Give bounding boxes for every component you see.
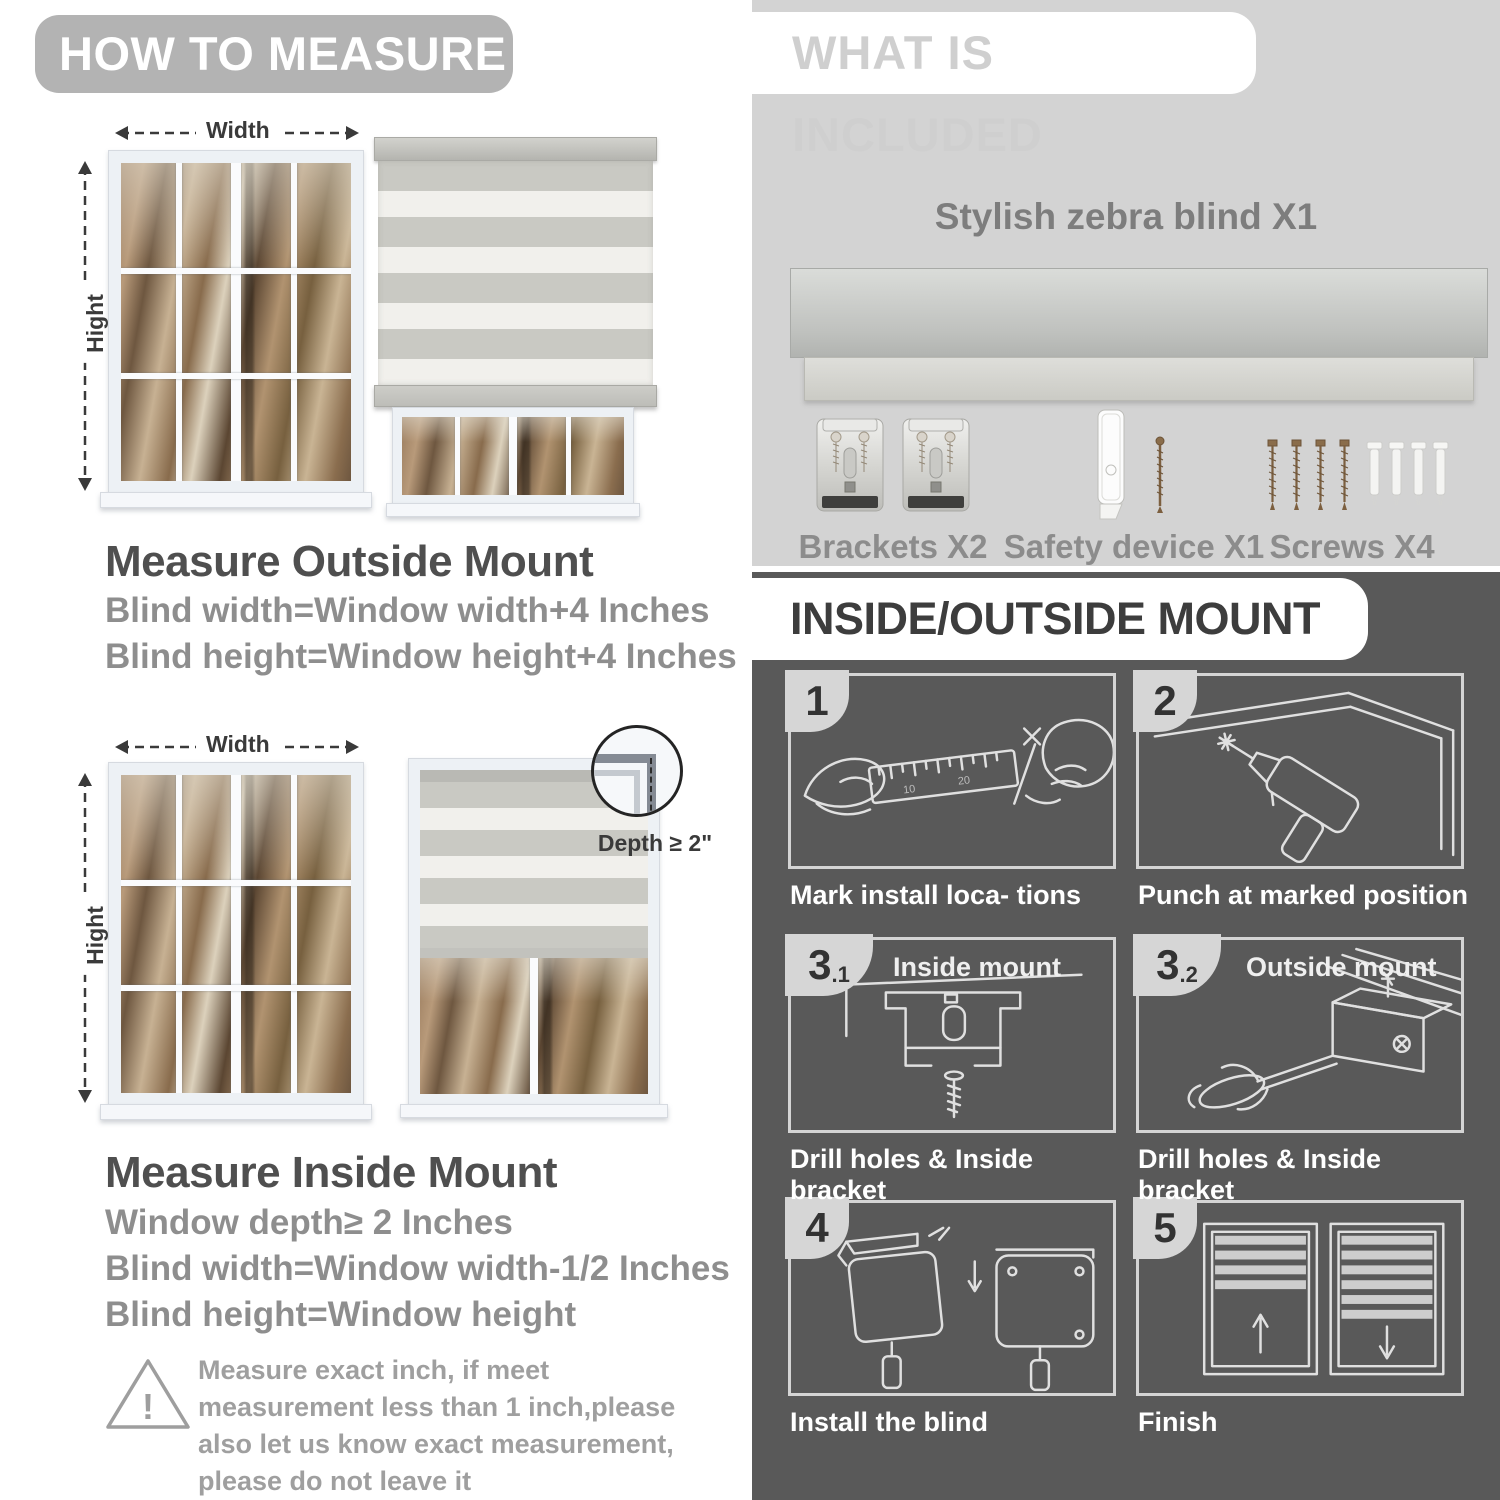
- outside-mount-title: Measure Outside Mount: [105, 537, 594, 586]
- step-caption: Mark install loca- tions: [790, 880, 1082, 910]
- height-label: Hight: [82, 284, 109, 363]
- step-number-badge: 2: [1133, 670, 1197, 732]
- warning-exclamation: !: [142, 1386, 154, 1427]
- inside-mount-window-opening: [420, 770, 648, 1094]
- height-label: Hight: [82, 896, 109, 975]
- window-muntin: [121, 880, 351, 886]
- outside-blind-fabric: [378, 161, 653, 385]
- svg-text:10: 10: [902, 783, 917, 797]
- height-arrow: [72, 770, 108, 1106]
- step-caption: Install the blind: [790, 1407, 989, 1437]
- inside-mount-rule-width: Blind width=Window width-1/2 Inches: [105, 1249, 730, 1288]
- window-mullion: [530, 958, 538, 1094]
- measure-warning-text: Measure exact inch, if meet measurement less than 1 inch,please also let us know exact measurement, please do not leave it: [198, 1355, 676, 1496]
- step-caption: Punch at marked position: [1138, 880, 1469, 910]
- depth-label: Depth ≥ 2": [597, 830, 713, 856]
- safety-device-label: Safety device X1: [1003, 528, 1265, 565]
- outside-blind-cassette: [374, 137, 657, 161]
- width-arrow: [112, 731, 362, 760]
- what-is-included-header: WHAT IS INCLUDED: [752, 12, 1256, 94]
- window-sill: [100, 1104, 372, 1120]
- window-muntin: [566, 417, 571, 495]
- window-front-illustration: [108, 150, 364, 494]
- window-glass: [402, 417, 624, 495]
- step-3-2-title: Outside mount: [1246, 952, 1437, 982]
- how-to-measure-header: HOW TO MEASURE: [35, 15, 513, 93]
- step-number: 3: [1156, 941, 1180, 988]
- step-3-1-title: Inside mount: [893, 952, 1061, 982]
- window-corner-inner: [591, 770, 640, 817]
- width-label: Width: [196, 731, 280, 758]
- height-arrow: [72, 158, 108, 494]
- window-glass-photo: [420, 958, 648, 1094]
- window-muntin: [291, 775, 297, 1093]
- bracket-icon: [900, 416, 972, 518]
- window-glass: [121, 163, 351, 481]
- step-caption: Drill holes & Inside bracket: [1138, 1144, 1382, 1205]
- step-number: 3: [808, 941, 832, 988]
- width-arrow: [112, 117, 362, 146]
- step-subnumber: .1: [831, 962, 850, 987]
- inside-mount-rule-height: Blind height=Window height: [105, 1295, 577, 1334]
- safety-device-icon: [1088, 408, 1136, 522]
- window-muntin: [176, 163, 182, 481]
- outside-mount-rule-width: Blind width=Window width+4 Inches: [105, 591, 710, 630]
- window-sill: [386, 503, 640, 517]
- window-mullion: [231, 775, 241, 1093]
- svg-text:20: 20: [957, 774, 971, 788]
- depth-detail-magnifier: [591, 725, 683, 817]
- window-muntin: [455, 417, 460, 495]
- window-glass: [420, 958, 648, 1094]
- window-front-illustration: [108, 762, 364, 1106]
- step-caption: Drill holes & Inside bracket: [790, 1144, 1034, 1205]
- window-muntin: [121, 268, 351, 274]
- screw-icon: [1152, 436, 1168, 516]
- window-muntin: [176, 775, 182, 1093]
- step-caption: Finish: [1138, 1407, 1218, 1437]
- step-number-badge: 5: [1133, 1197, 1197, 1259]
- window-sill: [100, 492, 372, 508]
- inside-outside-mount-header: INSIDE/OUTSIDE MOUNT: [752, 578, 1368, 660]
- headrail-fabric-illustration: [804, 357, 1474, 401]
- window-mullion: [509, 417, 517, 495]
- width-label: Width: [196, 117, 280, 144]
- outside-mount-rule-height: Blind height=Window height+4 Inches: [105, 637, 737, 676]
- zebra-blind-item-label: Stylish zebra blind X1: [934, 196, 1318, 237]
- bracket-icon: [814, 416, 886, 518]
- inside-mount-rule-depth: Window depth≥ 2 Inches: [105, 1203, 513, 1242]
- window-below-blind: [392, 407, 634, 505]
- screws-and-anchors-icon: [1258, 438, 1454, 518]
- window-muntin: [121, 985, 351, 991]
- window-mullion: [231, 163, 241, 481]
- window-muntin: [291, 163, 297, 481]
- depth-dashed-line: [650, 758, 652, 817]
- step-subnumber: .2: [1179, 962, 1198, 987]
- window-muntin: [121, 373, 351, 379]
- headrail-illustration: [790, 268, 1488, 358]
- inside-mount-title: Measure Inside Mount: [105, 1148, 558, 1197]
- brackets-label: Brackets X2: [798, 528, 988, 565]
- step-number-badge: 4: [785, 1197, 849, 1259]
- step-number-badge: 1: [785, 670, 849, 732]
- screws-label: Screws X4: [1269, 528, 1435, 565]
- outside-blind-bottom-rail: [374, 385, 657, 407]
- window-glass: [121, 775, 351, 1093]
- window-sill: [400, 1104, 668, 1118]
